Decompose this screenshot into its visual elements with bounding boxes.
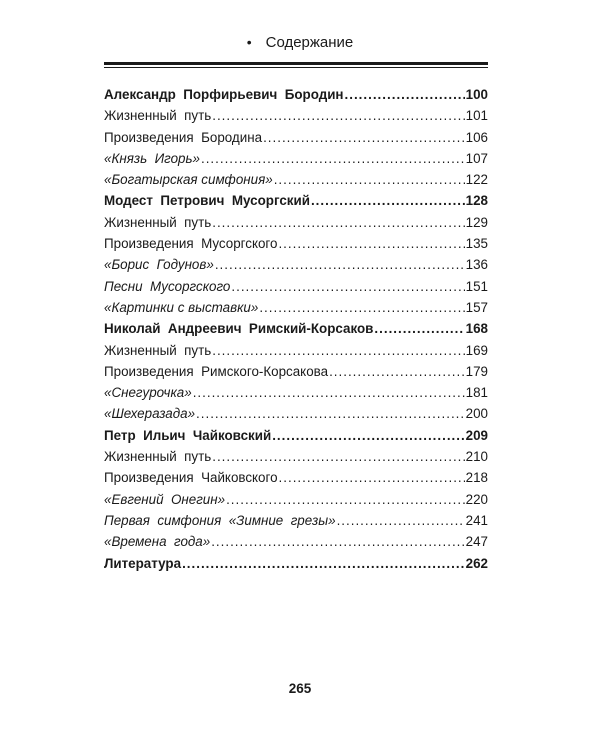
toc-entry-page: 220 bbox=[465, 491, 488, 507]
toc-leader-dots bbox=[259, 297, 464, 318]
page-number: 265 bbox=[288, 681, 312, 696]
toc-leader-dots bbox=[231, 276, 464, 297]
toc-entry-label: «Шехеразада» bbox=[104, 406, 196, 422]
toc-leader-dots bbox=[193, 382, 465, 403]
toc-entry bbox=[104, 148, 488, 169]
toc-entry bbox=[104, 233, 488, 254]
toc-entry-page: 241 bbox=[465, 512, 488, 528]
toc-entry-page: 101 bbox=[465, 108, 488, 124]
toc-entry-label: Произведения Мусоргского bbox=[104, 236, 278, 252]
toc-section-entry bbox=[104, 553, 488, 574]
toc-entry-label: Жизненный путь bbox=[104, 449, 212, 465]
toc-entry-page: 128 bbox=[465, 193, 488, 209]
toc-entry-label: Жизненный путь bbox=[104, 342, 212, 358]
page-title: Содержание bbox=[265, 34, 354, 51]
toc-entry-label: Произведения Чайковского bbox=[104, 470, 278, 486]
toc-leader-dots bbox=[212, 212, 464, 233]
toc-entry-label: Первая симфония «Зимние грезы» bbox=[104, 512, 336, 528]
toc-leader-dots bbox=[215, 254, 465, 275]
toc-entry-label: Жизненный путь bbox=[104, 108, 212, 124]
toc-leader-dots bbox=[263, 127, 465, 148]
toc-entry bbox=[104, 446, 488, 467]
toc-leader-dots bbox=[272, 425, 464, 446]
toc-entry bbox=[104, 105, 488, 126]
toc-entry-page: 107 bbox=[465, 150, 488, 166]
toc-entry-page: 151 bbox=[465, 278, 488, 294]
toc-section-entry bbox=[104, 84, 488, 105]
toc-entry bbox=[104, 531, 488, 552]
toc-leader-dots bbox=[201, 148, 465, 169]
toc-leader-dots bbox=[212, 105, 464, 126]
toc-leader-dots bbox=[374, 318, 464, 339]
toc-entry bbox=[104, 212, 488, 233]
header-rule-thick bbox=[104, 62, 488, 65]
toc-entry-page: 262 bbox=[465, 555, 488, 571]
toc-entry-label: Петр Ильич Чайковский bbox=[104, 427, 272, 443]
toc-leader-dots bbox=[196, 403, 465, 424]
toc-leader-dots bbox=[226, 489, 465, 510]
toc-entry-page: 181 bbox=[465, 385, 488, 401]
toc-entry-label: Жизненный путь bbox=[104, 214, 212, 230]
toc-entry bbox=[104, 254, 488, 275]
table-of-contents bbox=[104, 84, 488, 574]
toc-entry bbox=[104, 382, 488, 403]
toc-section-entry bbox=[104, 425, 488, 446]
toc-entry-page: 210 bbox=[465, 449, 488, 465]
toc-entry-label: «Князь Игорь» bbox=[104, 150, 200, 166]
toc-entry bbox=[104, 340, 488, 361]
toc-section-entry bbox=[104, 318, 488, 339]
toc-entry-label: «Картинки с выставки» bbox=[104, 299, 259, 315]
page-header bbox=[0, 34, 600, 51]
toc-entry bbox=[104, 361, 488, 382]
header-rule-thin bbox=[104, 67, 488, 68]
toc-entry-page: 135 bbox=[465, 236, 488, 252]
toc-leader-dots bbox=[311, 190, 465, 211]
toc-entry-label: Николай Андреевич Римский-Корсаков bbox=[104, 321, 374, 337]
toc-entry-label: «Снегурочка» bbox=[104, 385, 192, 401]
toc-leader-dots bbox=[278, 233, 464, 254]
toc-leader-dots bbox=[345, 84, 465, 105]
toc-entry-page: 157 bbox=[465, 299, 488, 315]
toc-entry-page: 247 bbox=[465, 534, 488, 550]
toc-entry-page: 200 bbox=[465, 406, 488, 422]
toc-leader-dots bbox=[212, 446, 464, 467]
toc-leader-dots bbox=[212, 340, 464, 361]
toc-entry bbox=[104, 169, 488, 190]
toc-entry-label: Песни Мусоргского bbox=[104, 278, 231, 294]
header-bullet: • bbox=[246, 34, 252, 50]
toc-entry-page: 169 bbox=[465, 342, 488, 358]
toc-leader-dots bbox=[279, 467, 465, 488]
toc-entry-page: 168 bbox=[465, 321, 488, 337]
toc-entry bbox=[104, 297, 488, 318]
toc-leader-dots bbox=[182, 553, 465, 574]
toc-section-entry bbox=[104, 190, 488, 211]
toc-entry-label: Произведения Бородина bbox=[104, 129, 263, 145]
toc-entry bbox=[104, 467, 488, 488]
toc-entry bbox=[104, 510, 488, 531]
toc-leader-dots bbox=[211, 531, 464, 552]
toc-entry bbox=[104, 403, 488, 424]
toc-entry-label: «Евгений Онегин» bbox=[104, 491, 226, 507]
toc-entry bbox=[104, 127, 488, 148]
toc-leader-dots bbox=[337, 510, 465, 531]
toc-entry-page: 136 bbox=[465, 257, 488, 273]
toc-entry-page: 179 bbox=[465, 363, 488, 379]
toc-entry-page: 129 bbox=[465, 214, 488, 230]
toc-entry-page: 218 bbox=[465, 470, 488, 486]
toc-leader-dots bbox=[329, 361, 465, 382]
toc-entry-page: 122 bbox=[465, 172, 488, 188]
toc-entry-label: «Борис Годунов» bbox=[104, 257, 214, 273]
toc-entry-label: Произведения Римского-Корсакова bbox=[104, 363, 329, 379]
toc-entry-label: Александр Порфирьевич Бородин bbox=[104, 87, 344, 102]
toc-entry-page: 106 bbox=[465, 129, 488, 145]
toc-entry-label: «Времена года» bbox=[104, 534, 211, 550]
toc-entry-label: Литература bbox=[104, 555, 182, 571]
toc-entry-label: Модест Петрович Мусоргский bbox=[104, 193, 310, 209]
toc-leader-dots bbox=[274, 169, 465, 190]
toc-entry bbox=[104, 276, 488, 297]
toc-entry-page: 209 bbox=[465, 427, 488, 443]
toc-entry-page: 100 bbox=[465, 87, 488, 102]
toc-entry-label: «Богатырская симфония» bbox=[104, 172, 273, 188]
toc-entry bbox=[104, 489, 488, 510]
